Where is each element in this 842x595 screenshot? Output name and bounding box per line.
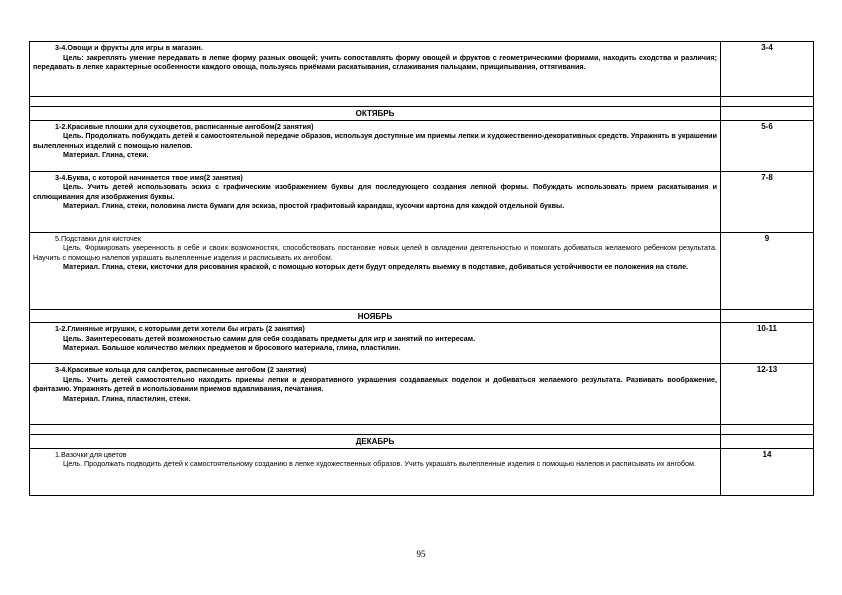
lesson-material: Материал. Глина, стеки, половина листа бумаги для эскиза, простой графитовый карандаш, кусочки картона для каждой отдельной буквы. xyxy=(63,201,565,211)
lesson-goal: Цель. Продолжать побуждать детей к самостоятельной передаче образов, используя доступные им приемы лепки и художественно-декоративных средств. Упражнять в украшении вылепленных изделий с помощью налепов. xyxy=(33,131,717,150)
table-row xyxy=(30,171,814,232)
lesson-number: 14 xyxy=(721,448,814,495)
table-row xyxy=(30,232,814,309)
lesson-number: 12-13 xyxy=(721,364,814,425)
lesson-title: 1-2.Глиняные игрушки, с которыми дети хотели бы играть (2 занятия) xyxy=(55,324,305,334)
month-heading-october: ОКТЯБРЬ xyxy=(30,107,721,121)
page-number: 95 xyxy=(416,549,426,559)
empty-cell xyxy=(721,435,814,449)
lesson-cell xyxy=(30,42,721,97)
table-row xyxy=(30,120,814,171)
lesson-plan-table xyxy=(29,41,814,496)
lesson-goal: Цель. Учить детей использовать эскиз с графическим изображением буквы для последующего создания лепной формы. Побуждать использовать прием раскатывания и сплющивания для изображения буквы. xyxy=(33,182,717,201)
lesson-goal: Цель: закреплять умение передавать в лепке форму разных овощей; учить сопоставлять форму овощей и фруктов с геометрическими формами, находить сходства и различия; передавать в лепке характерные особенности каждого овоща, пользуясь приёмами раскатывания, сглаживания пальцами, прищипывания, оттягивания. xyxy=(33,52,717,72)
lesson-goal: Цель. Продолжать подводить детей к самостоятельному созданию в лепке художественных образов. Учить украшать вылепленные изделия с помощью налепов и расписывать их ангобом. xyxy=(63,459,696,469)
lesson-title: 3-4.Овощи и фрукты для игры в магазин. xyxy=(55,43,203,52)
lesson-cell xyxy=(30,364,721,425)
lesson-cell xyxy=(30,171,721,232)
lesson-goal: Цель. Заинтересовать детей возможностью самим для себя создавать предметы для игр и занятий по интересам. xyxy=(63,333,476,343)
empty-cell xyxy=(721,425,814,435)
table-row xyxy=(30,425,814,435)
lesson-material: Материал. Глина, пластилин, стеки. xyxy=(63,393,191,403)
lesson-number: 7-8 xyxy=(721,171,814,232)
table-row xyxy=(30,42,814,97)
lesson-title: 1.Вазочки для цветов xyxy=(55,449,127,459)
table-row xyxy=(30,309,814,323)
lesson-goal: Цель. Формировать уверенность в себе и своих возможностях, способствовать постановке новых целей в овладении деятельностью и помогать добиваться желаемого ребенком результата. Научить с помощью налепов украшать вылепленные изделия и расписывать их ангобом. xyxy=(33,243,717,262)
table-row xyxy=(30,97,814,107)
lesson-cell xyxy=(30,232,721,309)
lesson-goal: Цель. Учить детей самостоятельно находить приемы лепки и декоративного украшения создаваемых поделок и добиваться желаемого результата. Развивать воображение, фантазию. Упражнять детей в использовании приемов вдавливания, печатания. xyxy=(33,374,717,394)
lesson-title: 3-4.Красивые кольца для салфеток, расписанные ангобом (2 занятия) xyxy=(55,365,307,375)
lesson-cell xyxy=(30,448,721,495)
lesson-cell xyxy=(30,323,721,364)
lesson-number: 3-4 xyxy=(721,42,814,97)
lesson-number: 9 xyxy=(721,232,814,309)
table-row xyxy=(30,323,814,364)
lesson-number: 10-11 xyxy=(721,323,814,364)
empty-cell xyxy=(721,97,814,107)
table-row xyxy=(30,435,814,449)
month-heading-december: ДЕКАБРЬ xyxy=(30,435,721,449)
lesson-title: 3-4.Буква, с которой начинается твое имя(2 занятия) xyxy=(55,172,243,182)
lesson-title: 5.Подставки для кисточек xyxy=(55,233,141,243)
month-heading-november: НОЯБРЬ xyxy=(30,309,721,323)
empty-cell xyxy=(721,309,814,323)
empty-cell xyxy=(30,425,721,435)
empty-cell xyxy=(30,97,721,107)
table-row xyxy=(30,448,814,495)
lesson-material: Материал. Глина, стеки, кисточки для рисования краской, с помощью которых дети будут определять выемку в подставке, добиваться устойчивости ее положения на столе. xyxy=(63,262,689,272)
empty-cell xyxy=(721,107,814,121)
lesson-cell xyxy=(30,120,721,171)
lesson-material: Материал. Большое количество мелких предметов и бросового материала, глина, пластилин. xyxy=(63,343,401,353)
lesson-title: 1-2.Красивые плошки для сухоцветов, расписанные ангобом(2 занятия) xyxy=(55,121,314,131)
lesson-number: 5-6 xyxy=(721,120,814,171)
lesson-material: Материал. Глина, стеки. xyxy=(63,150,149,160)
table-row xyxy=(30,107,814,121)
table-row xyxy=(30,364,814,425)
